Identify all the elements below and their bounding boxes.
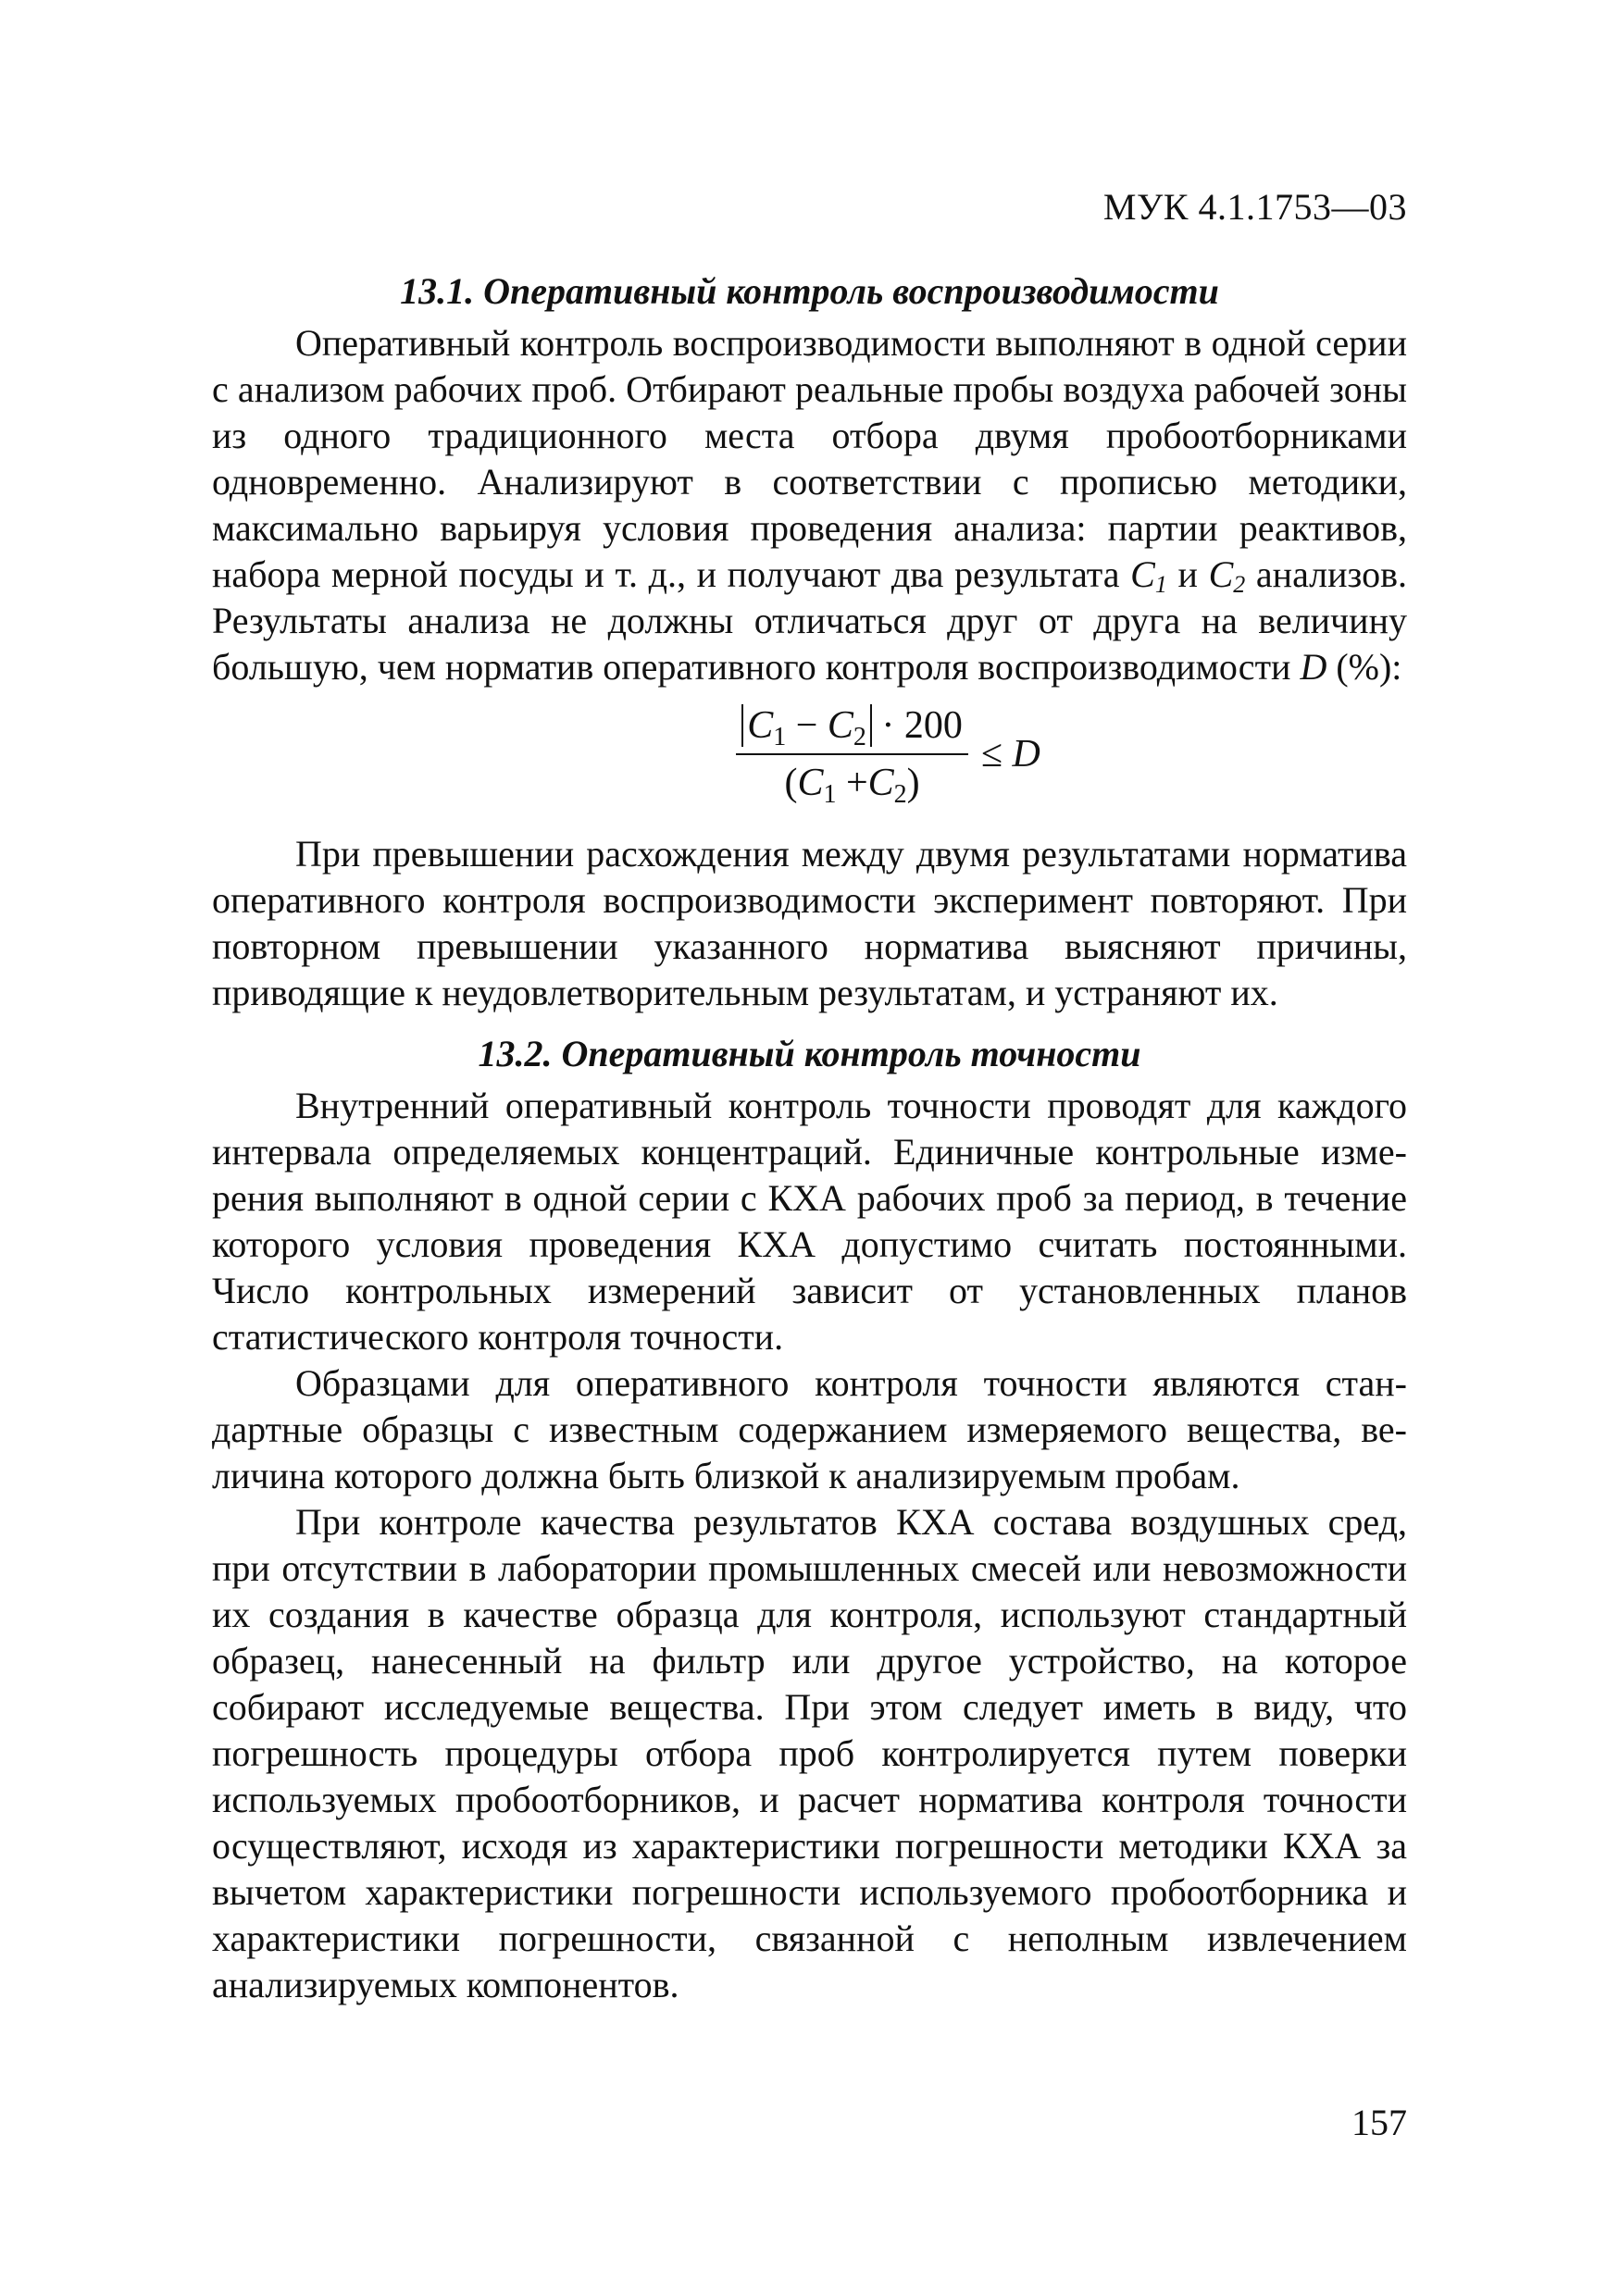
section-13-1-paragraph-1 — [212, 320, 1407, 690]
section-13-2-paragraph-1: Внутренний оперативный контроль точности проводят для каждого интервала определяемых концентраций. Единичные контрольные измерения выполняют в одной серии с КХА рабочих проб за период, в течение которого условия проведения КХА допустимо считать постоянными. Число контрольных измерений зависит от установленных планов статистического контроля точности. — [212, 1085, 1407, 1358]
para-text: Оперативный контроль воспроизводимости выполняют в одной серии с анализом рабочих проб. Отбирают реальные пробы воздуха рабочей зоны из одного традиционного места отбора двумя пробоотборниками одновременно. Анализируют в соответствии с прописью методики, максимально варьируя условия проведения анализа: партии реактивов, набора мерной посуды и т. д., и получают два результата — [212, 322, 1407, 595]
page-content — [212, 268, 1407, 2008]
conjunction: и — [1166, 553, 1209, 595]
page-number: 157 — [1351, 2102, 1407, 2143]
formula-numerator: $C_1 - C_2 \cdot 200$ — [736, 703, 968, 755]
formula-relation: ≤ D — [980, 733, 1040, 776]
variable-c1: $C_1$ — [1130, 553, 1167, 598]
section-13-2-heading: 13.2. Оперативный контроль точности — [478, 1033, 1141, 1074]
section-13-2-paragraph-3: При контроле качества результатов КХА состава воздушных сред, при отсутствии в лаборатории промышленных смесей или невозможности их создания в качестве образца для контроля, используют стандартный образец, нанесенный на фильтр или другое устройство, на которое собирают исследуемые вещества. При этом следует иметь в виду, что погрешность процедуры отбора проб контролируется путем поверки используемых пробоотборников, и расчет норматива контроля точности осуществляют, исходя из характеристики погрешности методики КХА за вычетом характеристики погрешности используемого пробоотборника и характеристики погрешности, связанной с неполным извлечением анализируемых компонентов. — [212, 1501, 1407, 2005]
formula-denominator: $(C_1 +C_2)$ — [784, 762, 920, 809]
variable-c2: $C_2$ — [1208, 553, 1246, 598]
reproducibility-formula — [212, 703, 1407, 809]
variable-d: D — [1300, 646, 1327, 688]
section-13-2-paragraph-2: Образцами для оперативного контроля точности являются стандартные образцы с известным содержанием измеряемого вещества, величина которого должна быть близкой к анализируемым пробам. — [212, 1362, 1407, 1496]
formula-fraction — [736, 703, 968, 809]
section-13-1-paragraph-2: При превышении расхождения между двумя результатами норматива оперативного контроля воспроизводимости эксперимент повторяют. При повторном превышении указанного норматива выясняют причины, приводящие к неудовлетворительным результатам, и устраняют их. — [212, 833, 1407, 1013]
section-13-1-heading: 13.1. Оперативный контроль воспроизводимости — [400, 270, 1219, 312]
para-text: (%): — [1326, 646, 1402, 688]
document-code: МУК 4.1.1753—03 — [1102, 186, 1407, 228]
para-text: анализов. Результаты анализа не должны отличаться друг от друга на величину большую, чем норматив оперативного контроля воспроизводимости — [212, 553, 1408, 688]
absolute-value: $C_1 - C_2$ — [741, 704, 872, 747]
